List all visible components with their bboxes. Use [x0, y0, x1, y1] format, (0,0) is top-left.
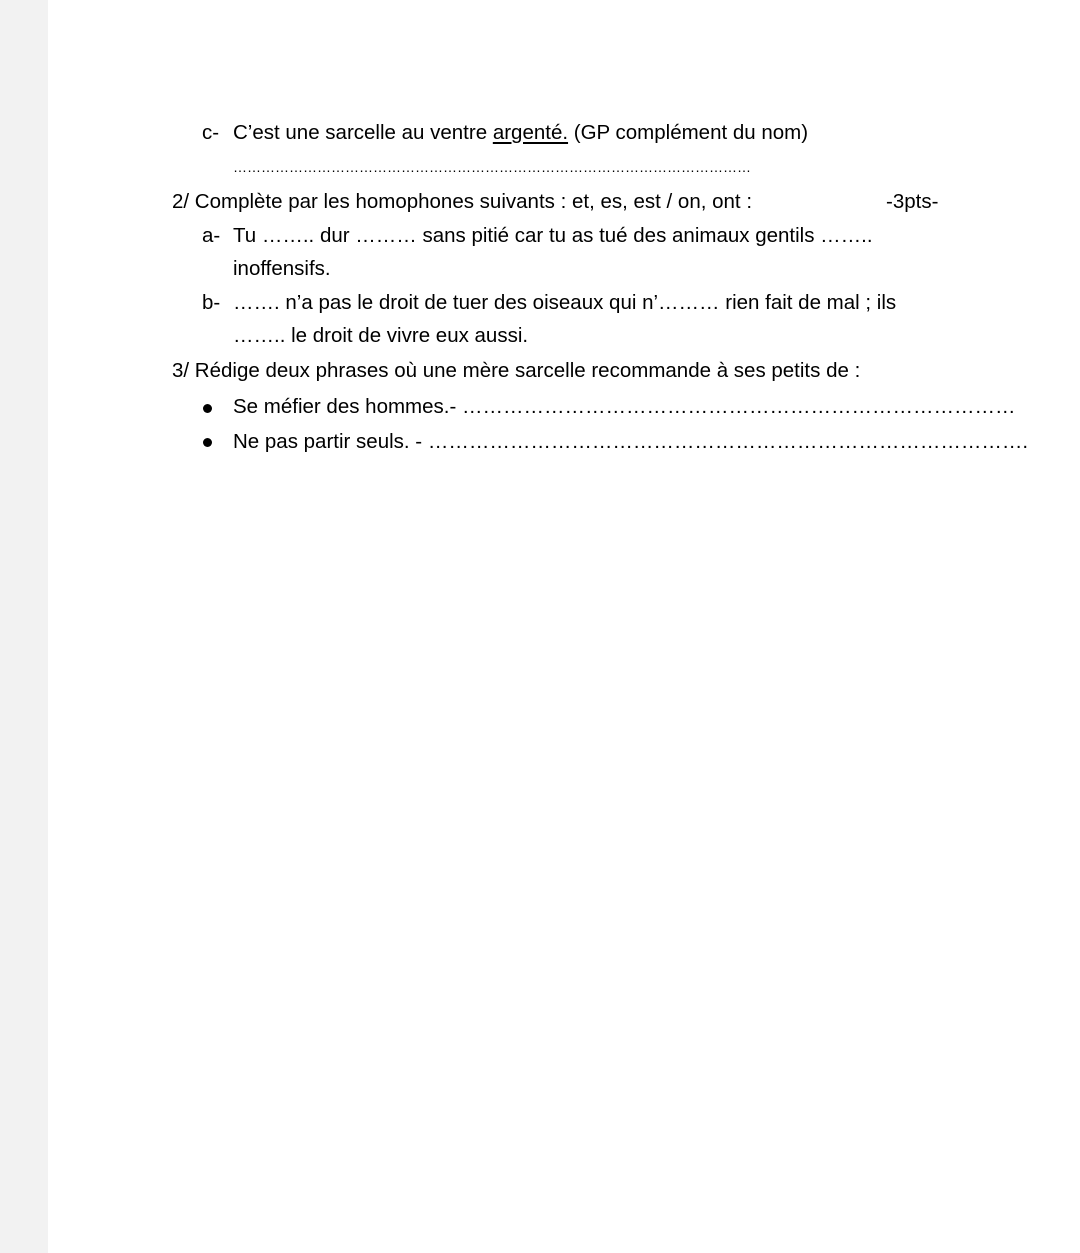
bullet-2-text: Ne pas partir seuls. - ……………………………………………………………………………. — [233, 430, 1029, 453]
item-c-sentence — [233, 120, 808, 146]
item-b-line-2: …….. le droit de vivre eux aussi. — [233, 324, 529, 347]
item-c-underlined-word: argenté. — [492, 121, 569, 144]
bullet-1-text: Se méfier des hommes.- ……………………………………………………………………… — [233, 395, 1016, 418]
item-c-marker: c- — [202, 121, 220, 144]
question-2-title: 2/ Complète par les homophones suivants : et, es, est / on, ont : — [172, 190, 753, 213]
item-a-line-2: inoffensifs. — [233, 257, 331, 280]
item-b-marker: b- — [202, 291, 221, 314]
item-b-line-1: ……. n’a pas le droit de tuer des oiseaux qui n’……… rien fait de mal ; ils — [233, 291, 897, 314]
question-2-points: -3pts- — [886, 190, 939, 213]
item-c-text-before: C’est une sarcelle au ventre — [233, 121, 493, 144]
item-c-answer-line: ………………………………………………………………………………………………… — [233, 159, 751, 175]
item-a-marker: a- — [202, 224, 221, 247]
bullet-1-dot — [203, 404, 212, 413]
document-page — [48, 0, 1080, 1253]
question-3-title: 3/ Rédige deux phrases où une mère sarcelle recommande à ses petits de : — [172, 359, 861, 382]
bullet-2-dot — [203, 438, 212, 447]
item-c-text-after: (GP complément du nom) — [568, 121, 809, 144]
item-a-line-1: Tu …….. dur ……… sans pitié car tu as tué des animaux gentils …….. — [233, 224, 873, 247]
